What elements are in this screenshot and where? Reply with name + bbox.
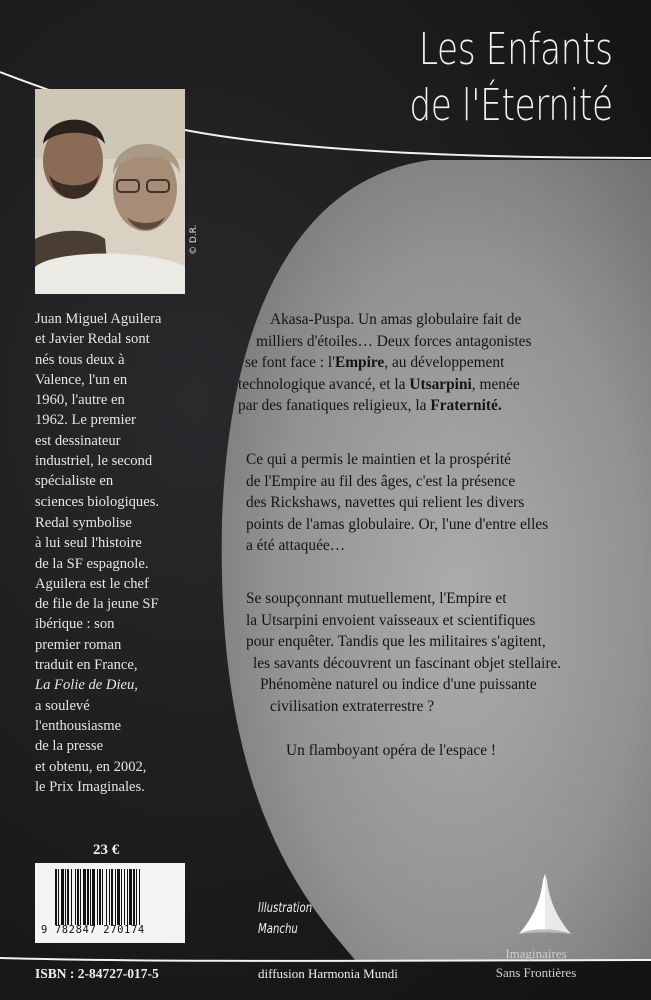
- bio-line: de la presse: [35, 738, 104, 755]
- title-line-1: Les Enfants: [419, 24, 613, 75]
- bio-line: sciences biologiques.: [35, 493, 160, 510]
- barcode-bar: [124, 869, 125, 925]
- author-bio-paragraph-2: [35, 513, 195, 797]
- bio-line: spécialiste en: [35, 473, 114, 490]
- empire-keyword: Empire: [334, 354, 385, 372]
- summary-line: a été attaquée…: [246, 537, 346, 555]
- barcode-bars: [55, 869, 183, 925]
- distribution-label: diffusion Harmonia Mundi: [258, 966, 398, 981]
- summary-paragraph-3: [238, 588, 618, 718]
- barcode-bar: [139, 869, 140, 925]
- bio-line: l'enthousiasme: [35, 717, 122, 734]
- illustration-label: Illustration: [258, 901, 313, 916]
- bio-line: de file de la jeune SF: [35, 596, 159, 613]
- title-line-2: de l'Éternité: [409, 80, 613, 131]
- summary-tagline: Un flamboyant opéra de l'espace !: [286, 742, 497, 759]
- barcode-bar: [65, 869, 66, 925]
- bio-book-title: La Folie de Dieu,: [35, 677, 138, 694]
- publisher-line-1: Imaginaires: [505, 946, 567, 961]
- publisher-logo-icon: [515, 870, 575, 940]
- author-bio-paragraph-1: [35, 309, 195, 512]
- summary-line: Ce qui a permis le maintien et la prospérité: [246, 451, 511, 468]
- barcode-bar: [133, 869, 135, 925]
- barcode-bar: [117, 869, 120, 925]
- barcode-bar: [111, 869, 113, 925]
- barcode-bar: [115, 869, 116, 925]
- barcode: [35, 863, 185, 943]
- bio-line: nés tous deux à: [35, 351, 125, 368]
- summary-line: des Rickshaws, navettes qui relient les divers: [246, 494, 525, 512]
- barcode-bar: [55, 869, 57, 925]
- authors-photo: [35, 89, 185, 294]
- barcode-bar: [58, 869, 59, 925]
- barcode-bar: [129, 869, 132, 925]
- barcode-bar: [90, 869, 91, 925]
- isbn-label: ISBN : 2-84727-017-5: [35, 966, 159, 981]
- bio-line: de la SF espagnole.: [35, 555, 149, 572]
- summary-line: pour enquêter. Tandis que les militaires s'agitent,: [246, 633, 546, 651]
- bio-line: et Javier Redal sont: [35, 331, 150, 348]
- summary-paragraph-1: [238, 309, 618, 417]
- bio-line: Valence, l'un en: [35, 371, 128, 388]
- barcode-bar: [102, 869, 103, 925]
- bio-line: ibérique : son: [35, 616, 115, 633]
- summary-line: les savants découvrent un fascinant objet stellaire.: [253, 654, 562, 672]
- barcode-bar: [106, 869, 107, 925]
- summary-line: points de l'amas globulaire. Or, l'une d'entre elles: [246, 515, 549, 533]
- bio-line: à lui seul l'histoire: [35, 535, 142, 552]
- barcode-bar: [67, 869, 69, 925]
- fraternite-keyword: Fraternité.: [430, 397, 502, 415]
- barcode-bar: [71, 869, 72, 925]
- summary-line: civilisation extraterrestre ?: [270, 697, 435, 715]
- summary-paragraph-2: [238, 449, 618, 557]
- barcode-bar: [97, 869, 98, 925]
- utsarpini-keyword: Utsarpini: [409, 375, 472, 393]
- barcode-bar: [136, 869, 137, 925]
- summary-line: la Utsarpini envoient vaisseaux et scientifiques: [246, 611, 536, 629]
- summary-line: de l'Empire au fil des âges, c'est la présence: [246, 472, 516, 490]
- bio-line: le Prix Imaginales.: [35, 778, 145, 795]
- barcode-bar: [109, 869, 110, 925]
- barcode-bar: [99, 869, 101, 925]
- bio-line: Juan Miguel Aguilera: [35, 311, 162, 327]
- bio-line: est dessinateur: [35, 432, 121, 449]
- summary-line: se font face : l'Empire, au développement: [245, 354, 505, 372]
- bio-line: premier roman: [35, 636, 122, 653]
- barcode-bar: [87, 869, 89, 925]
- bio-line: et obtenu, en 2002,: [35, 758, 147, 775]
- bio-line: Aguilera est le chef: [35, 575, 149, 592]
- barcode-digits: 9 782847 270174: [41, 924, 145, 936]
- summary-line: par des fanatiques religieux, la Fraternité.: [238, 397, 502, 415]
- illustration-credit: [258, 898, 312, 940]
- barcode-bar: [77, 869, 79, 925]
- price-label: 23 €: [93, 842, 120, 858]
- summary-line: Phénomène naturel ou indice d'une puissante: [260, 676, 537, 694]
- barcode-bar: [61, 869, 64, 925]
- summary-line: technologique avancé, et la Utsarpini, menée: [238, 375, 520, 393]
- photo-credit: © D.R.: [189, 224, 199, 255]
- summary-line: Akasa-Puspa. Un amas globulaire fait de: [270, 311, 522, 328]
- publisher-name: [466, 944, 606, 982]
- summary-tagline-block: [238, 740, 618, 762]
- bio-line: Redal symbolise: [35, 515, 132, 531]
- bio-line: industriel, le second: [35, 453, 153, 470]
- bio-line: a soulevé: [35, 697, 90, 714]
- bio-line: 1962. Le premier: [35, 412, 136, 429]
- publisher-line-2: Sans Frontières: [495, 965, 577, 980]
- barcode-bar: [80, 869, 81, 925]
- bio-line: traduit en France,: [35, 657, 138, 674]
- grey-panel: [222, 160, 651, 960]
- barcode-bar: [75, 869, 76, 925]
- barcode-bar: [92, 869, 95, 925]
- barcode-bar: [121, 869, 122, 925]
- bio-line: 1960, l'autre en: [35, 392, 125, 409]
- book-title: [410, 22, 613, 134]
- authors-photo-image: [35, 89, 185, 294]
- summary-line: milliers d'étoiles… Deux forces antagonistes: [256, 332, 532, 350]
- barcode-bar: [83, 869, 86, 925]
- barcode-bar: [127, 869, 128, 925]
- illustrator-name: Manchu: [258, 922, 298, 937]
- summary-line: Se soupçonnant mutuellement, l'Empire et: [246, 590, 507, 607]
